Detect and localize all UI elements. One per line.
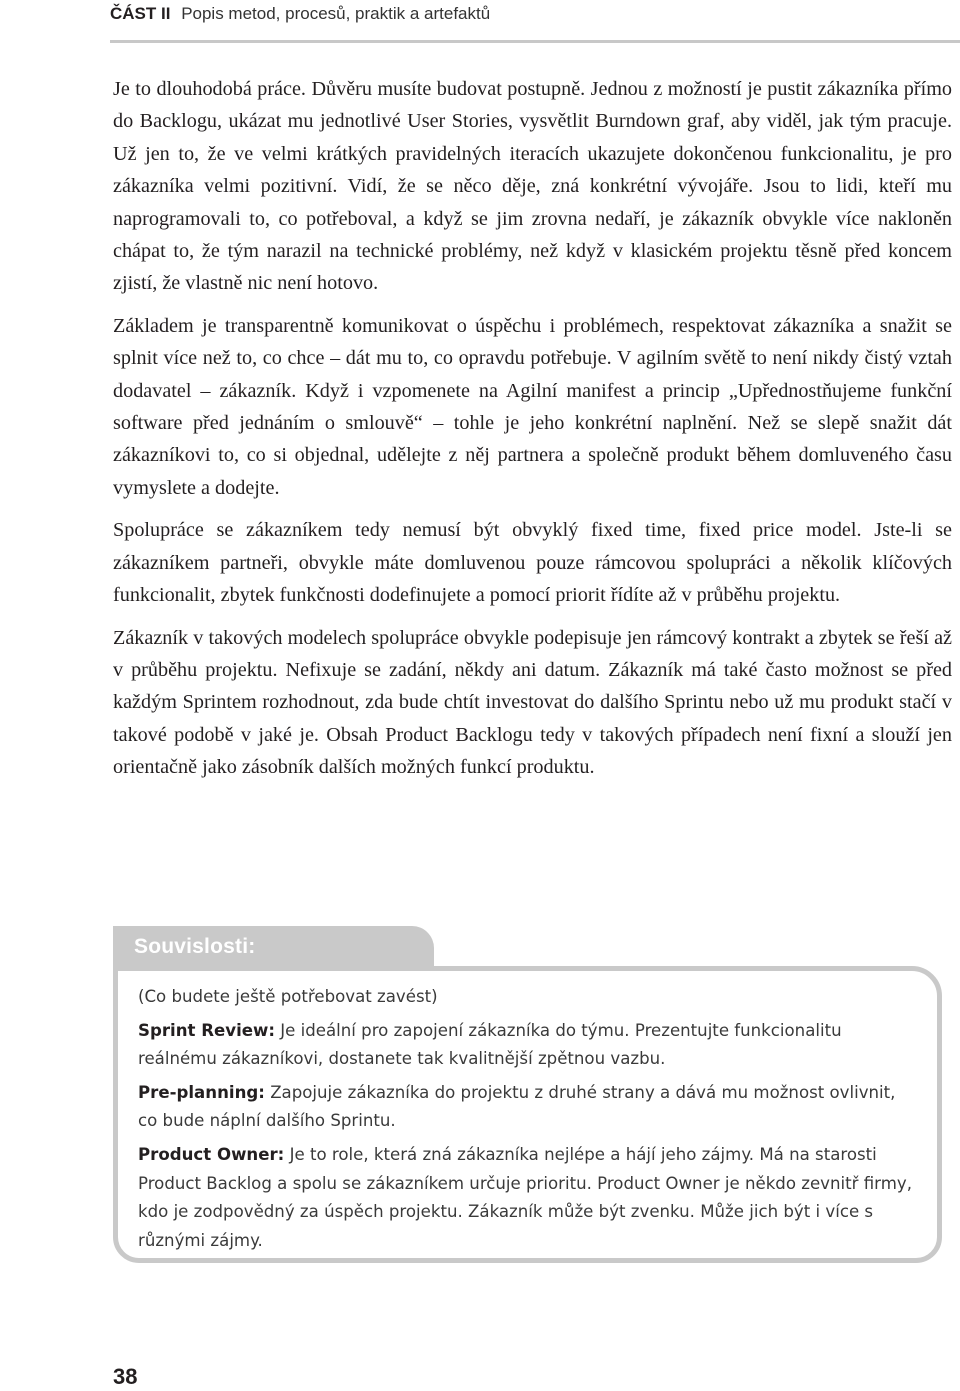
part-label: ČÁST II (110, 4, 171, 23)
sidebar-title: Souvislosti: (134, 935, 256, 958)
paragraph: Zákazník v takových modelech spolupráce obvykle podepisuje jen rámcový kontrakt a zbytek se řeší až v průběhu projektu. Nefixuje se zadání, někdy ani datum. Zákazník má také často možnost se před každým Sprintem rozhodnout, zda bude chtít investovat do dalšího Sprintu nebo už mu produkt stačí v takové podobě v jaké je. Obsah Product Backlogu tedy v takových případech není fixní a slouží jen orientačně jako zásobník dalších možných funkcí produktu. (113, 626, 952, 779)
sidebar-definition: Je to role, která zná zákazníka nejlépe a hájí jeho zájmy. Má na starosti Product Backlog a spolu se zákazníkem určuje prioritu. Product Owner je někdo zevnitř firmy, kdo je zodpovědný za úspěch projektu. Zákazník může být zvenku. Může jich být i více s různými zájmy. (138, 1144, 912, 1250)
chapter-title: Popis metod, procesů, praktik a artefaktů (181, 4, 491, 23)
sidebar-definition: Zapojuje zákazníka do projektu z druhé strany a dává mu možnost ovlivnit, co bude náplní dalšího Sprintu. (138, 1082, 896, 1131)
header-divider (110, 40, 960, 43)
sidebar-definition: Je ideální pro zapojení zákazníka do týmu. Prezentujte funkcionalitu reálnému zákazníkovi, dostanete tak kvalitnější zpětnou vazbu. (138, 1020, 842, 1069)
paragraph: Spolupráce se zákazníkem tedy nemusí být obvyklý fixed time, fixed price model. Jste-li se zákazníkem partneři, obvykle máte domluvenou pouze rámcovou spolupráci a několik klíčových funkcionalit, zbytek funkčnosti dodefinujete a pomocí priorit řídíte až v průběhu projektu. (113, 519, 952, 607)
sidebar-box (113, 966, 942, 1263)
paragraph: Je to dlouhodobá práce. Důvěru musíte budovat postupně. Jednou z možností je pustit zákazníka přímo do Backlogu, ukázat mu jednotlivé User Stories, vysvětlit Burndown graf, aby viděl, jak tým pracuje. Už jen to, že ve velmi krátkých pravidelných iteracích ukazujete dokončenou funkcionalitu, je pro zákazníka velmi pozitivní. Vidí, že se něco děje, zná konkrétní vývojáře. Jsou to lidi, kteří mu naprogramovali to, co potřeboval, a když se jim zrovna nedaří, je zákazník obvykle více nakloněn chápat to, že tým narazil na technické problémy, než když v klasickém projektu těsně před koncem zjistí, že vlastně nic není hotovo. (113, 78, 952, 295)
sidebar-entry-product-owner (138, 1141, 916, 1255)
running-header (110, 4, 490, 24)
sidebar-term: Product Owner: (138, 1144, 285, 1164)
paragraph: Základem je transparentně komunikovat o úspěchu i problémech, respektovat zákazníka a snažit se splnit více než to, co chce – dát mu to, co opravdu potřebuje. V agilním světě to není nikdy čistý vztah dodavatel – zákazník. Když i vzpomenete na Agilní manifest a princip „Upřednostňujeme funkční software před jednáním o smlouvě“ – tohle je jeho konkrétní naplnění. Než se slepě snažit dát zákazníkovi to, co si objednal, udělejte z něj partnera a společně produkt během domluveného času vymyslete a dodejte. (113, 314, 952, 499)
body-text (113, 73, 952, 784)
sidebar-entry-sprint-review (138, 1017, 916, 1074)
page-number: 38 (113, 1364, 138, 1389)
sidebar-intro: (Co budete ještě potřebovat zavést) (138, 987, 438, 1006)
sidebar-content (138, 983, 916, 1260)
sidebar-entry-pre-planning (138, 1079, 916, 1136)
sidebar-term: Sprint Review: (138, 1020, 275, 1040)
sidebar-term: Pre-planning: (138, 1082, 265, 1102)
